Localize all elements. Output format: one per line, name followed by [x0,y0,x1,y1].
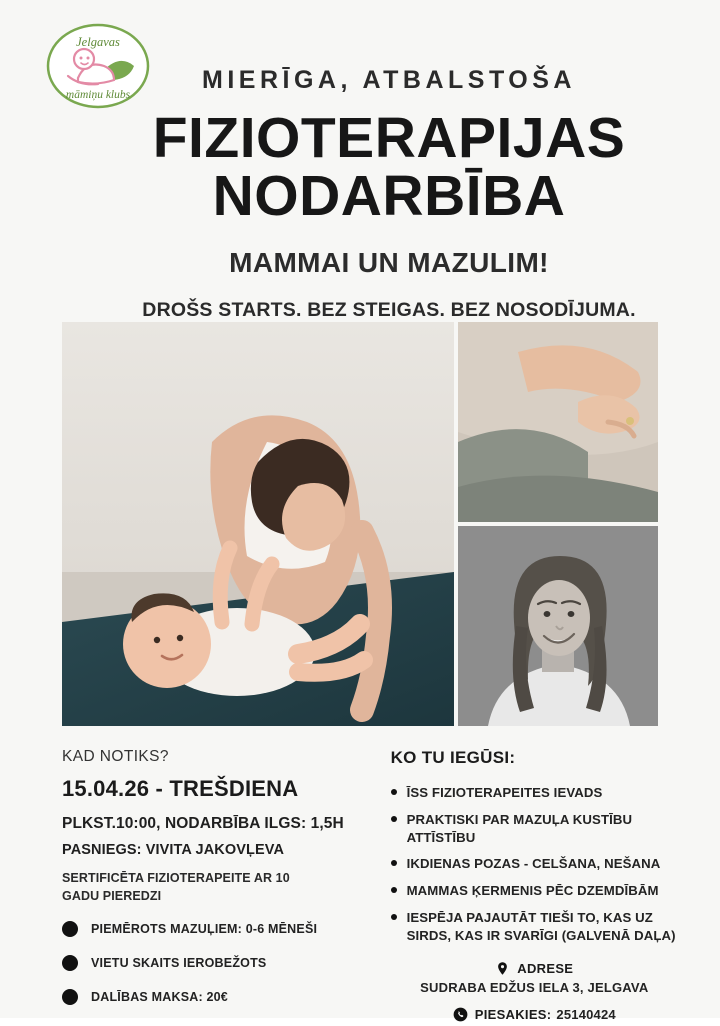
when-label: KAD NOTIKS? [62,748,169,765]
list-item-label: DALĪBAS MAKSA: 20€ [91,990,228,1005]
logo-text-line1: Jelgavas [76,35,120,49]
info-section [0,748,720,1026]
benefits-label: KO TU IEGŪSI: [390,748,516,767]
map-pin-icon [495,961,510,976]
poster-tagline: DROŠS STARTS. BEZ STEIGAS. BEZ NOSODĪJUMA. [142,299,636,322]
club-logo [44,22,152,110]
list-item [62,989,385,1005]
title-line-2: NODARBĪBA [212,164,566,229]
phone-number[interactable]: 25140424 [556,1006,616,1022]
benefits-list [391,784,678,945]
list-item: IESPĒJA PAJAUTĀT TIEŠI TO, KAS UZ SIRDS, KAS IR SVARĪGI (GALVENĀ DAĻA) [391,909,678,945]
poster-subtitle: MAMMAI UN MAZULIM! [229,247,549,279]
event-date: 15.04.26 - TREŠDIENA [62,776,299,801]
instructor-name: PASNIEGS: VIVITA JAKOVĻEVA [62,842,285,858]
photo-top [458,322,658,522]
phone-label: PIESAKIES: [474,1006,552,1022]
list-item: ĪSS FIZIOTERAPEITES IEVADS [391,784,678,802]
phone-row[interactable] [391,1007,678,1022]
list-item [62,955,385,971]
title-line-1: FIZIOTERAPIJAS [152,106,626,170]
benefits-column [385,748,678,1026]
logo-text-line2: māmiņu klubs [65,89,131,101]
phone-icon [453,1007,468,1022]
mother-and-baby-logo-icon [44,22,152,110]
poster-header [0,0,720,322]
bullet-dot-icon [62,989,78,1005]
list-item [62,921,385,937]
list-item: PRAKTISKI PAR MAZUĻA KUSTĪBU ATTĪSTĪBU [391,811,678,847]
event-time: PLKST.10:00, NODARBĪBA ILGS: 1,5H [62,815,344,832]
contact-block [391,961,678,1022]
photo-bottom [458,526,658,726]
list-item-label: PIEMĒROTS MAZUĻIEM: 0-6 MĒNEŠI [91,922,318,937]
physiotherapist-portrait-photo [458,526,658,726]
bullet-dot-icon [62,921,78,937]
list-item: IKDIENAS POZAS - CELŠANA, NEŠANA [391,855,678,873]
mother-and-baby-exercise-photo [62,322,454,726]
bullet-dot-icon [62,955,78,971]
details-column [62,748,385,1026]
hands-on-physiotherapy-photo [458,322,658,522]
page-title [98,106,680,229]
address-label: ADRESE [517,960,574,976]
instructor-credentials: SERTIFICĒTA FIZIOTERAPEITE AR 10 GADU PIEREDZI [62,871,290,904]
list-item: MAMMAS ĶERMENIS PĒC DZEMDĪBĀM [391,882,678,900]
address-row [391,961,678,976]
photo-main [62,322,454,726]
address-value: SUDRABA EDŽUS IELA 3, JELGAVA [420,979,649,995]
list-item-label: VIETU SKAITS IEROBEŽOTS [91,956,267,971]
photo-column [458,322,658,726]
poster-kicker: MIERĪGA, ATBALSTOŠA [202,66,576,94]
details-bullet-list [62,921,385,1005]
photo-collage [62,322,658,726]
